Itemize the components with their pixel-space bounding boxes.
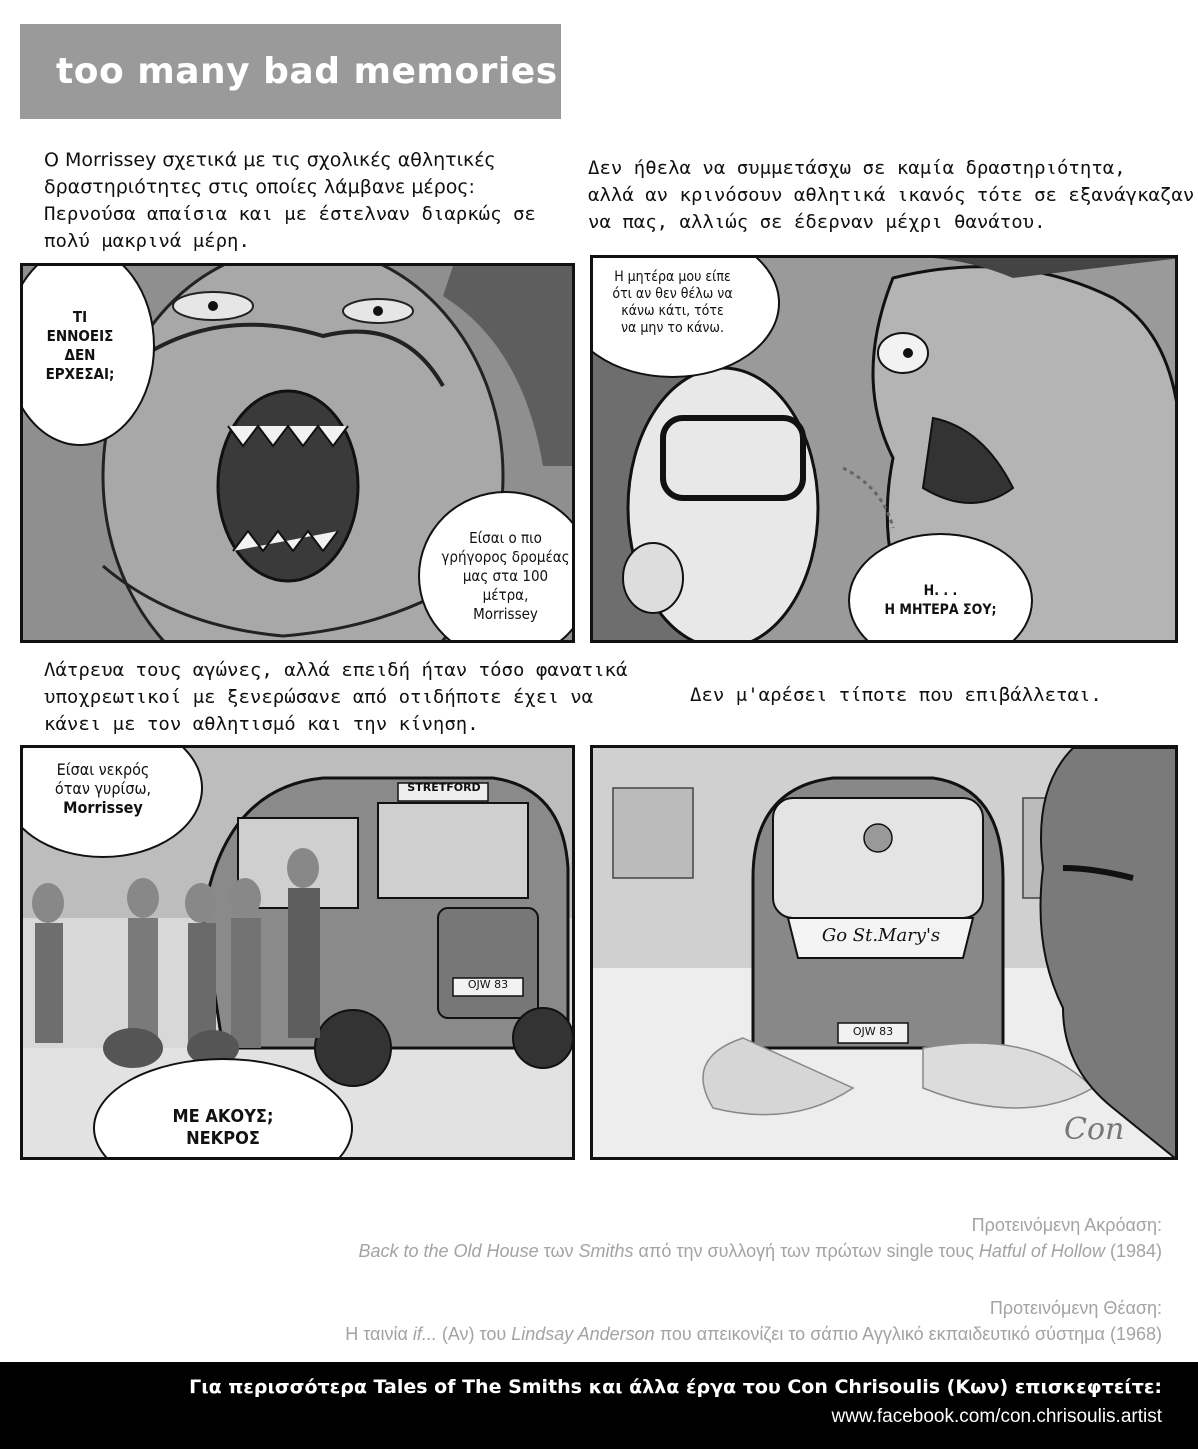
bus-destination-sign: STRETFORD <box>407 781 481 794</box>
artist-signature: Con <box>1064 1112 1125 1147</box>
band-name: Smiths <box>578 1241 634 1261</box>
caption-line: κάνει με τον αθλητισμό και την κίνηση. <box>44 713 479 735</box>
bubble-line: ΜΕ ΑΚΟΥΣ; <box>172 1106 274 1127</box>
comic-panel-4 <box>590 745 1178 1160</box>
bubble-line: Η μητέρα μου είπε <box>614 269 731 285</box>
panel-4-art <box>593 748 1178 1160</box>
title-banner <box>20 24 561 119</box>
caption-top-left <box>44 147 536 255</box>
bubble-line: Morrissey <box>63 797 143 817</box>
caption-mid-right <box>690 682 1102 709</box>
bubble-line: Morrissey <box>473 604 538 623</box>
text-fragment: από την συλλογή των πρώτων single τους <box>633 1241 979 1261</box>
recommended-viewing <box>345 1295 1162 1347</box>
caption-line: Περνούσα απαίσια και με έστελναν διαρκώς σε <box>44 203 536 225</box>
bubble-line: να μην το κάνω. <box>621 320 724 336</box>
caption-line: Λάτρευα τους αγώνες, αλλά επειδή ήταν τόσο φανατικά <box>44 659 628 681</box>
caption-line: δραστηριότητες στις οποίες λάμβανε μέρος: <box>44 176 475 198</box>
caption-top-right <box>588 155 1194 236</box>
caption-mid-left <box>44 657 627 738</box>
bubble-line: μέτρα, <box>482 585 529 604</box>
recommended-listening <box>358 1212 1162 1264</box>
viewing-detail <box>345 1321 1162 1347</box>
caption-line: Ο Morrissey σχετικά με τις σχολικές αθλητικές <box>44 149 496 171</box>
bubble-line: ΕΝΝΟΕΙΣ <box>46 327 114 345</box>
bubble-line: ΤΙ <box>72 308 88 326</box>
caption-line: Δεν ήθελα να συμμετάσχω σε καμία δραστηριότητα, <box>588 157 1126 179</box>
bus-license-plate: OJW 83 <box>852 1025 894 1038</box>
film-title: if... <box>412 1324 437 1344</box>
go-st-marys-banner: Go St.Mary's <box>821 925 941 946</box>
caption-line: να πας, αλλιώς σε έδερναν μέχρι θανάτου. <box>588 211 1046 233</box>
text-fragment: των <box>538 1241 579 1261</box>
bubble-line: μας στα 100 <box>462 566 549 585</box>
bubble-line: Είσαι νεκρός <box>56 759 150 779</box>
bubble-line: Η. . . <box>923 582 958 599</box>
viewing-heading: Προτεινόμενη Θέαση: <box>989 1298 1162 1318</box>
song-title: Back to the Old House <box>358 1241 539 1261</box>
bubble-line: όταν γυρίσω, <box>54 778 152 798</box>
comic-panel-3 <box>20 745 575 1160</box>
bubble-line: Είσαι ο πιο <box>469 528 542 547</box>
facebook-link[interactable]: www.facebook.com/con.chrisoulis.artist <box>831 1406 1162 1427</box>
bubble-line: ΕΡΧΕΣΑΙ; <box>45 365 115 383</box>
caption-line: αλλά αν κρινόσουν αθλητικά ικανός τότε σε εξανάγκαζαν <box>588 184 1195 206</box>
caption-line: πολύ μακρινά μέρη. <box>44 230 250 252</box>
bubble-line: κάνω κάτι, τότε <box>621 303 724 319</box>
bus-license-plate: OJW 83 <box>467 978 509 991</box>
bubble-line: γρήγορος δρομέας <box>441 547 570 566</box>
listening-detail <box>358 1238 1162 1264</box>
page-title: too many bad memories <box>56 51 558 92</box>
caption-line: υποχρεωτικοί με ξενερώσανε από οτιδήποτε έχει να <box>44 686 594 708</box>
footer-text: Για περισσότερα Tales of The Smiths και άλλα έργα του Con Chrisoulis (Κων) επισκεφτείτε: <box>189 1376 1162 1398</box>
caption-line: Δεν μ'αρέσει τίποτε που επιβάλλεται. <box>690 684 1102 706</box>
comic-panel-1 <box>20 263 575 643</box>
bubble-line: ότι αν θεν θέλω να <box>612 286 733 302</box>
comic-panel-2 <box>590 255 1178 643</box>
footer-bar <box>0 1362 1198 1449</box>
text-fragment: Η ταινία <box>345 1324 413 1344</box>
bubble-line: ΝΕΚΡΟΣ <box>186 1128 260 1149</box>
bubble-line: ΔΕΝ <box>64 346 96 364</box>
bubble-line: Η ΜΗΤΕΡΑ ΣΟΥ; <box>884 601 997 618</box>
listening-heading: Προτεινόμενη Ακρόαση: <box>971 1215 1162 1235</box>
text-fragment: (1984) <box>1104 1241 1162 1261</box>
director-name: Lindsay Anderson <box>511 1324 655 1344</box>
album-title: Hatful of Hollow <box>978 1241 1105 1261</box>
text-fragment: που απεικονίζει το σάπιο Αγγλικό εκπαιδευτικό σύστημα (1968) <box>654 1324 1162 1344</box>
text-fragment: (Αν) του <box>436 1324 512 1344</box>
